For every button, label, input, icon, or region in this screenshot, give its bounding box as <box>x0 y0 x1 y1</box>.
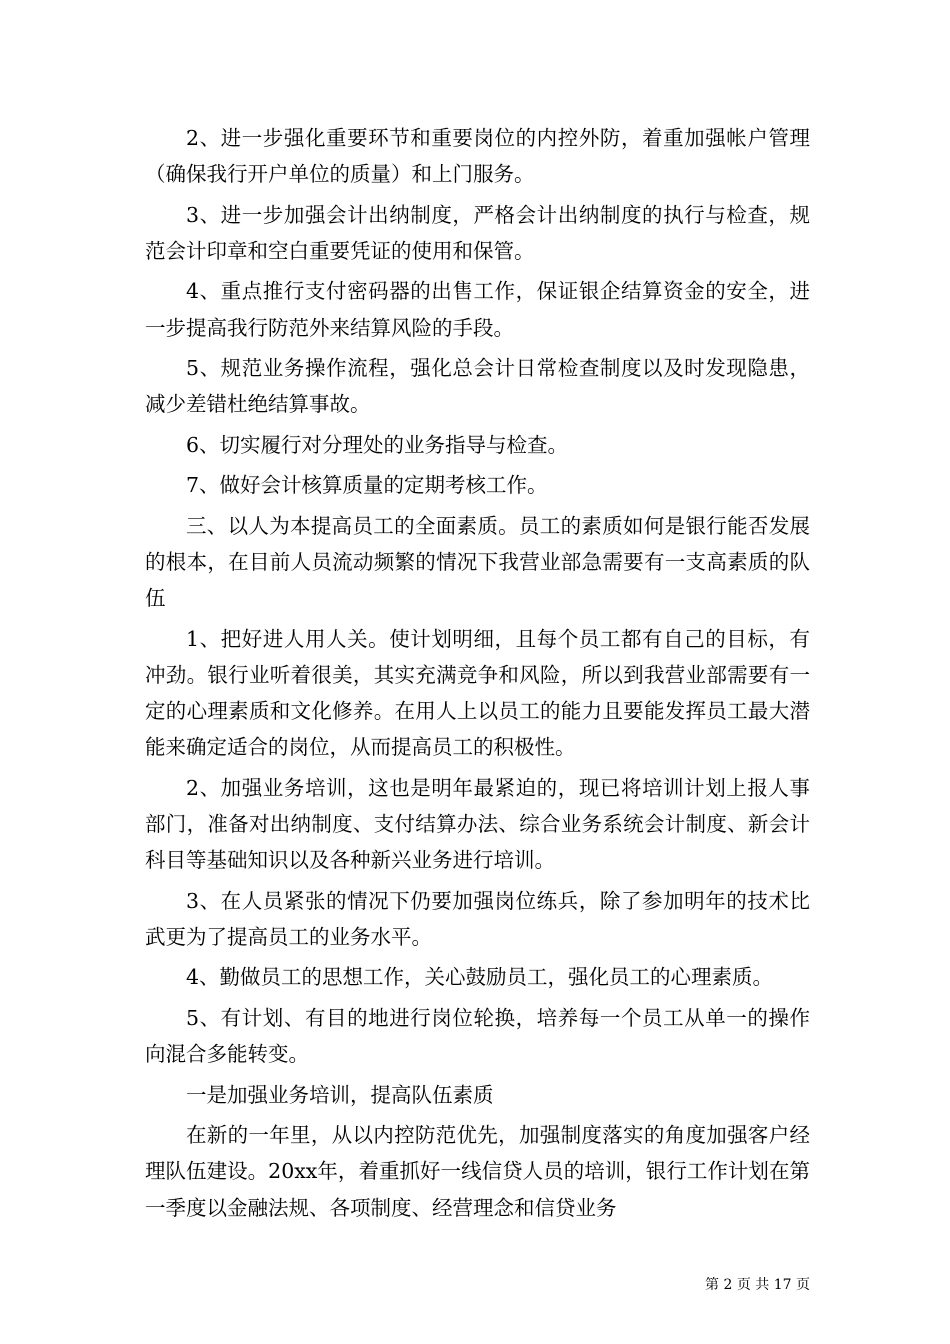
paragraph: 5、规范业务操作流程，强化总会计日常检查制度以及时发现隐患，减少差错杜绝结算事故。 <box>145 356 810 417</box>
paragraph: 5、有计划、有目的地进行岗位轮换，培养每一个员工从单一的操作向混合多能转变。 <box>145 1005 810 1067</box>
paragraph: 3、进一步加强会计出纳制度，严格会计出纳制度的执行与检查，规范会计印章和空白重要凭证的使用和保管。 <box>145 202 810 263</box>
page-number: 第 2 页 共 17 页 <box>705 1277 810 1293</box>
paragraph: 4、重点推行支付密码器的出售工作，保证银企结算资金的安全，进一步提高我行防范外来结算风险的手段。 <box>145 279 810 340</box>
document-body <box>145 120 810 1226</box>
subheading-paragraph: 一是加强业务培训，提高队伍素质 <box>186 1082 494 1107</box>
paragraph: 在新的一年里，从以内控防范优先，加强制度落实的角度加强客户经理队伍建设。20xx年，着重抓好一线信贷人员的培训，银行工作计划在第一季度以金融法规、各项制度、经营理念和信贷业务 <box>145 1122 810 1220</box>
paragraph: 7、做好会计核算质量的定期考核工作。 <box>186 473 548 498</box>
paragraph: 3、在人员紧张的情况下仍要加强岗位练兵，除了参加明年的技术比武更为了提高员工的业务水平。 <box>145 888 810 950</box>
paragraph: 6、切实履行对分理处的业务指导与检查。 <box>186 432 569 457</box>
paragraph: 2、进一步强化重要环节和重要岗位的内控外防，着重加强帐户管理（确保我行开户单位的质量）和上门服务。 <box>145 126 810 187</box>
paragraph: 4、勤做员工的思想工作，关心鼓励员工，强化员工的心理素质。 <box>186 965 774 990</box>
paragraph: 2、加强业务培训，这也是明年最紧迫的，现已将培训计划上报人事部门，准备对出纳制度、支付结算办法、综合业务系统会计制度、新会计科目等基础知识以及各种新兴业务进行培训。 <box>145 775 810 873</box>
section-paragraph: 三、以人为本提高员工的全面素质。员工的素质如何是银行能否发展的根本，在目前人员流动频繁的情况下我营业部急需要有一支高素质的队伍 <box>145 513 810 611</box>
paragraph: 1、把好进人用人关。使计划明细，且每个员工都有自己的目标，有冲劲。银行业听着很美，其实充满竞争和风险，所以到我营业部需要有一定的心理素质和文化修养。在用人上以员工的能力且要能发挥员工最大潜能来确定适合的岗位，从而提高员工的积极性。 <box>145 626 810 760</box>
